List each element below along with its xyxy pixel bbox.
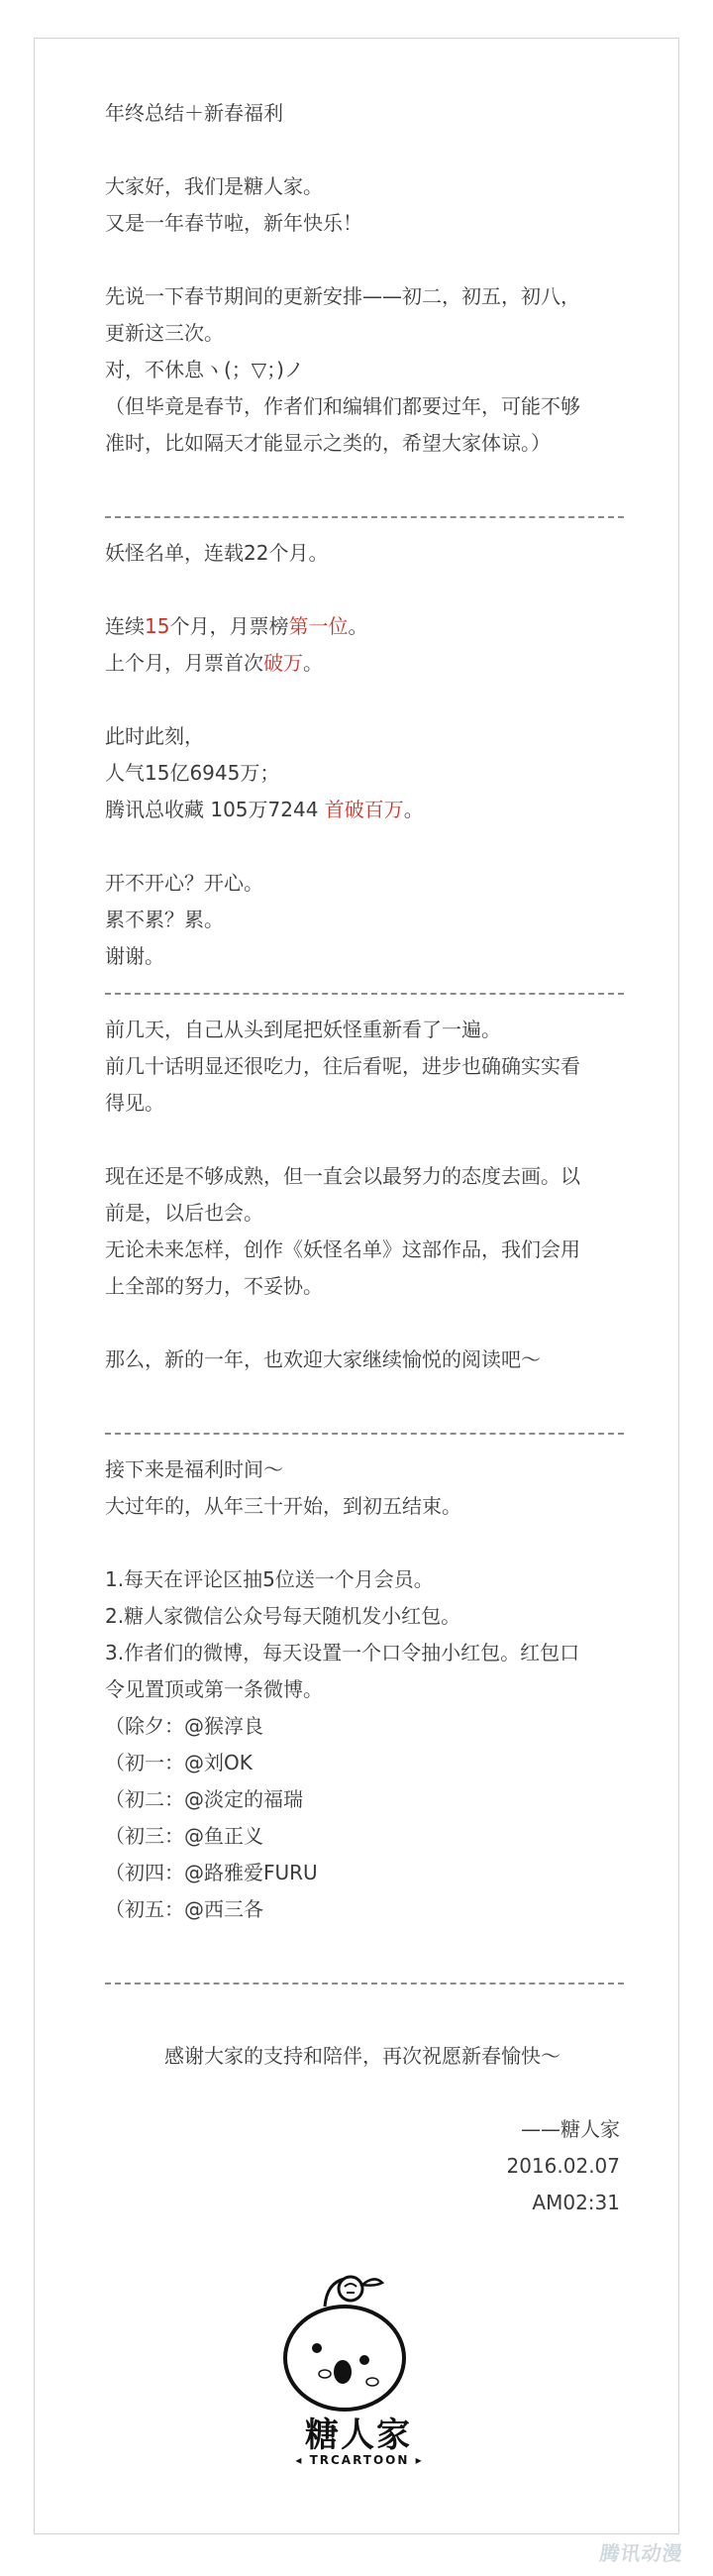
schedule-line: 先说一下春节期间的更新安排——初二，初五，初八， — [105, 284, 580, 308]
reflection-line: 得见。 — [105, 1091, 164, 1115]
intro-line: 大家好，我们是糖人家。 — [105, 174, 323, 198]
stats-now: 此时此刻， — [105, 724, 204, 748]
stats-last-month: 上个月，月票首次破万。 — [105, 651, 323, 675]
stats-favorites: 腾讯总收藏 105万7244 首破百万。 — [105, 798, 424, 821]
letter-title: 年终总结＋新春福利 — [105, 101, 283, 125]
schedule-line: 更新这三次。 — [105, 321, 224, 345]
highlight-milestone: 破万 — [263, 651, 303, 675]
highlight-favorites: 首破百万 — [324, 798, 404, 821]
welfare-intro: 接下来是福利时间～ — [105, 1457, 283, 1481]
stats-popularity: 人气15亿6945万； — [105, 761, 280, 785]
dashed-divider — [105, 975, 620, 1012]
letter-body — [105, 95, 620, 2221]
welfare-item: 令见置顶或第一条微博。 — [105, 1677, 323, 1701]
thanks-line: 谢谢。 — [105, 944, 164, 968]
intro-line: 又是一年春节啦，新年快乐！ — [105, 211, 362, 235]
stats-run: 连续15个月，月票榜第一位。 — [105, 614, 368, 638]
welfare-day: （除夕：@猴淳良 — [105, 1714, 263, 1738]
dashed-divider — [105, 1965, 620, 2001]
signature-date: 2016.02.07 — [506, 2154, 620, 2178]
welfare-day: （初二：@淡定的福瑞 — [105, 1787, 303, 1811]
reflection-line: 前几十话明显还很吃力，往后看呢，进步也确确实实看 — [105, 1054, 580, 1078]
reflection-line: 那么，新的一年，也欢迎大家继续愉悦的阅读吧～ — [105, 1347, 541, 1371]
welfare-day: （初五：@西三各 — [105, 1897, 263, 1921]
dashed-divider — [105, 1415, 620, 1451]
reflection-line: 现在还是不够成熟，但一直会以最努力的态度去画。以 — [105, 1164, 580, 1188]
welfare-day: （初四：@路雅爱FURU — [105, 1861, 318, 1884]
logo-subtitle: ◂ TRCARTOON ▸ — [295, 2453, 424, 2467]
welfare-intro: 大过年的，从年三十开始，到初五结束。 — [105, 1494, 461, 1518]
reflection-line: 上全部的努力，不妥协。 — [105, 1274, 323, 1298]
qa-line: 累不累？累。 — [105, 908, 224, 931]
welfare-day: （初三：@鱼正义 — [105, 1824, 263, 1848]
mascot-logo-icon — [255, 2249, 434, 2427]
closing-line: 感谢大家的支持和陪伴，再次祝愿新春愉快～ — [164, 2044, 560, 2068]
qa-line: 开不开心？开心。 — [105, 871, 263, 895]
signature-time: AM02:31 — [532, 2191, 620, 2214]
welfare-item: 1.每天在评论区抽5位送一个月会员。 — [105, 1567, 434, 1591]
schedule-line: 对，不休息ヽ(；▽；)ノ — [105, 358, 304, 381]
watermark: 腾讯动漫 — [598, 2541, 685, 2565]
logo-name: 糖人家 — [305, 2415, 412, 2455]
reflection-line: 无论未来怎样，创作《妖怪名单》这部作品，我们会用 — [105, 1237, 580, 1261]
welfare-item: 2.糖人家微信公众号每天随机发小红包。 — [105, 1604, 461, 1628]
schedule-line: （但毕竟是春节，作者们和编辑们都要过年，可能不够 — [105, 394, 580, 418]
reflection-line: 前是，以后也会。 — [105, 1201, 263, 1225]
highlight-rank: 第一位 — [288, 614, 349, 638]
welfare-day: （初一：@刘OK — [105, 1751, 253, 1774]
highlight-number: 15 — [145, 614, 170, 638]
dashed-divider — [105, 498, 620, 535]
welfare-item: 3.作者们的微博，每天设置一个口令抽小红包。红包口 — [105, 1641, 580, 1664]
stats-series: 妖怪名单，连载22个月。 — [105, 541, 329, 565]
schedule-line: 准时，比如隔天才能显示之类的，希望大家体谅。） — [105, 431, 551, 455]
reflection-line: 前几天，自己从头到尾把妖怪重新看了一遍。 — [105, 1018, 501, 1041]
signature-author: ——糖人家 — [521, 2117, 620, 2141]
